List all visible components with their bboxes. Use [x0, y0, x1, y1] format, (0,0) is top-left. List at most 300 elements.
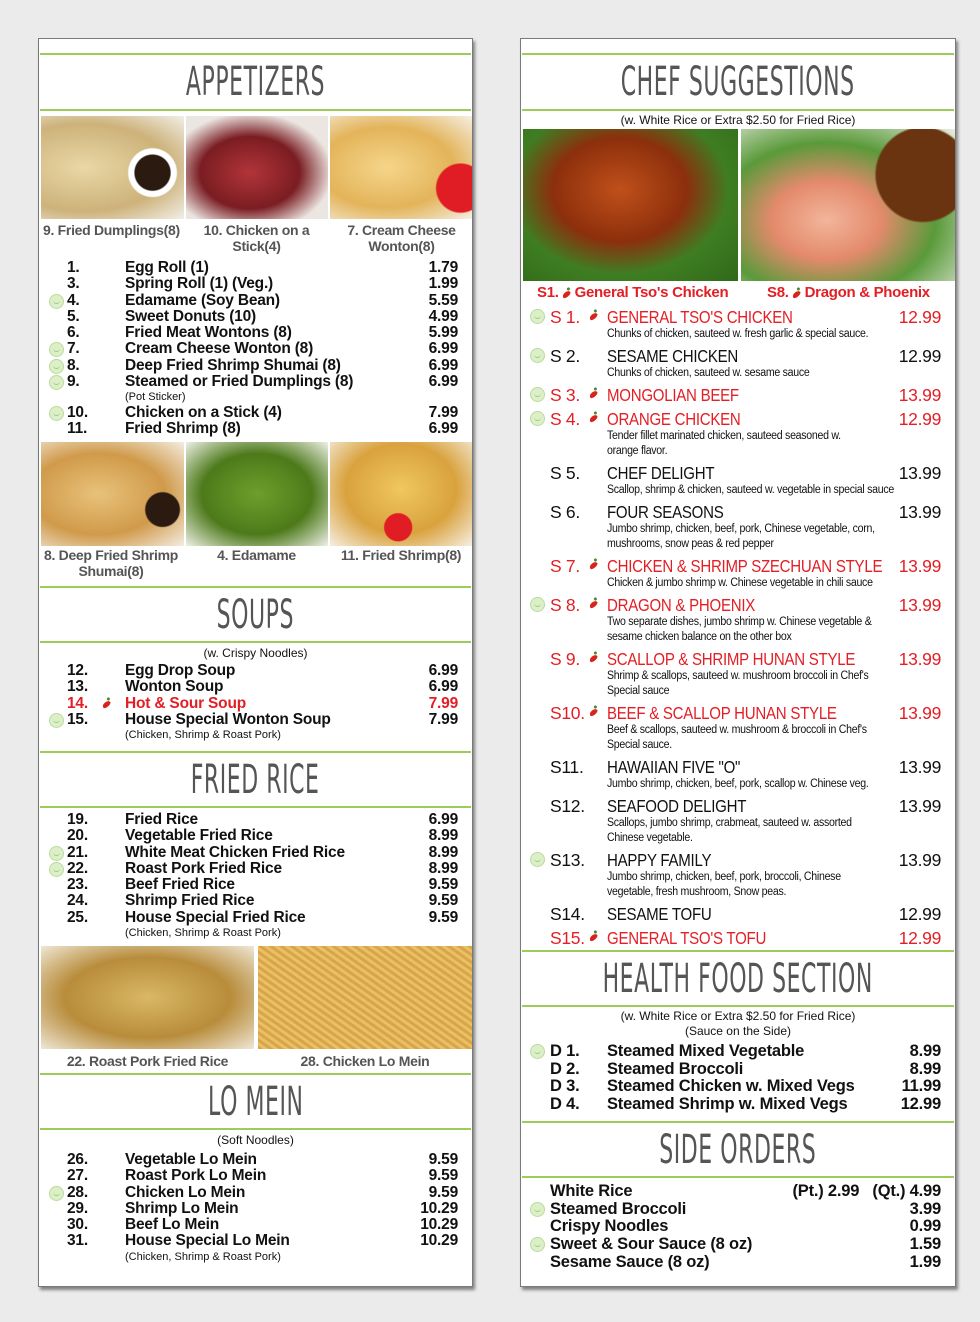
- cream-cheese-wonton-photo: [330, 116, 472, 219]
- menu-item: [39, 877, 472, 893]
- menu-item: [39, 1233, 472, 1249]
- menu-item: [521, 1236, 955, 1254]
- item-number: 24.: [67, 892, 88, 910]
- lo-mein-subtitle: (Soft Noodles): [217, 1133, 294, 1147]
- photo-caption: 22. Roast Pork Fried Rice: [66, 1053, 229, 1069]
- item-number: S14.: [550, 904, 585, 924]
- divider: [40, 586, 471, 588]
- item-price: 10.29: [420, 1199, 458, 1217]
- photo-caption: 28. Chicken Lo Mein: [300, 1053, 430, 1069]
- item-name: Fried Rice: [125, 811, 198, 828]
- item-number: 15.: [67, 710, 88, 728]
- item-name: SESAME CHICKEN: [607, 346, 739, 366]
- item-price: 6.99: [428, 420, 458, 438]
- item-price: 1.79: [428, 259, 458, 276]
- menu-item: [39, 405, 472, 421]
- menu-item: [39, 812, 472, 828]
- item-description: Jumbo shrimp, chicken, beef, pork, Chinese vegetable, corn,: [607, 523, 875, 535]
- item-note: (Pot Sticker): [125, 391, 186, 404]
- item-name: GENERAL TSO'S TOFU: [607, 928, 767, 948]
- item-price: 6.99: [428, 373, 458, 391]
- fried-shrimp-photo: [330, 442, 472, 546]
- item-name: FOUR SEASONS: [607, 502, 724, 522]
- item-description: Special sauce.: [607, 739, 672, 751]
- soups-title: SOUPS: [216, 592, 295, 638]
- appetizers-title: APPETIZERS: [185, 59, 326, 105]
- panda-face-icon: [49, 342, 64, 357]
- menu-item: [39, 663, 472, 679]
- item-description: Tender fillet marinated chicken, sauteed seasoned w.: [607, 430, 841, 442]
- item-number: 8.: [67, 356, 80, 374]
- item-name: Steamed Broccoli: [607, 1059, 744, 1078]
- divider: [40, 109, 471, 111]
- item-number: S13.: [550, 850, 585, 870]
- menu-item: [521, 796, 955, 846]
- item-price: 11.99: [901, 1077, 941, 1096]
- item-header: [521, 556, 955, 576]
- item-name: Steamed Mixed Vegetable: [607, 1042, 805, 1060]
- item-number: D 2.: [550, 1059, 580, 1078]
- item-header: [521, 595, 955, 615]
- item-description: Two separate dishes, jumbo shrimp w. Chinese vegetable &: [607, 616, 872, 628]
- item-number: D 1.: [550, 1042, 580, 1060]
- chili-pepper-icon: [588, 390, 598, 400]
- chicken-on-stick-photo: [186, 116, 328, 219]
- item-name: Spring Roll (1) (Veg.): [125, 275, 274, 293]
- menu-item: [39, 712, 472, 728]
- item-price: 13.99: [896, 385, 941, 405]
- item-number: 10.: [67, 403, 88, 421]
- item-number: S 5.: [550, 463, 580, 483]
- item-description: Chunks of chicken, sauteed w. fresh garlic & special sauce.: [607, 328, 869, 340]
- item-description: orange flavor.: [607, 445, 668, 457]
- side-orders-list: [521, 1183, 955, 1271]
- item-price: 1.59: [909, 1235, 941, 1254]
- menu-item: [39, 845, 472, 861]
- item-price: 12.99: [896, 928, 941, 948]
- menu-item: [521, 1043, 955, 1061]
- health-food-title: HEALTH FOOD SECTION: [602, 956, 874, 1002]
- panda-face-icon: [530, 1044, 545, 1059]
- item-header: [521, 346, 955, 366]
- menu-item: [521, 904, 955, 924]
- item-header: [521, 463, 955, 483]
- item-price: 8.99: [909, 1042, 941, 1060]
- item-header: [521, 757, 955, 777]
- item-name: Shrimp Fried Rice: [125, 892, 255, 910]
- item-price: 9.59: [428, 908, 458, 926]
- menu-item: [521, 649, 955, 699]
- menu-item: [39, 1201, 472, 1217]
- item-name: CHEF DELIGHT: [607, 463, 715, 483]
- item-name: Egg Drop Soup: [125, 662, 236, 679]
- chicken-lo-mein-photo: [258, 946, 472, 1049]
- item-name: Steamed Broccoli: [550, 1199, 687, 1218]
- item-number: 20.: [67, 827, 88, 845]
- item-note: (Chicken, Shrimp & Roast Pork): [125, 729, 281, 742]
- item-number: D 4.: [550, 1095, 580, 1114]
- item-price: 0.99: [909, 1217, 941, 1236]
- menu-item: [39, 260, 472, 276]
- menu-item: [521, 409, 955, 459]
- item-note: (Chicken, Shrimp & Roast Pork): [125, 927, 281, 940]
- health-subtitle-2: (Sauce on the Side): [684, 1024, 792, 1038]
- menu-item: [39, 1152, 472, 1168]
- item-name: House Special Fried Rice: [125, 908, 306, 926]
- item-price: 1.99: [428, 275, 458, 293]
- item-description: mushrooms, snow peas & red pepper: [607, 538, 774, 550]
- chili-pepper-icon: [588, 654, 598, 664]
- edamame-photo: [186, 442, 328, 546]
- item-description: Jumbo shrimp, chicken, beef, pork, scallop w. Chinese veg.: [607, 778, 869, 790]
- divider: [40, 641, 471, 643]
- menu-item: [521, 850, 955, 900]
- item-name: White Meat Chicken Fried Rice: [125, 843, 345, 861]
- item-price: 6.99: [428, 678, 458, 696]
- panda-face-icon: [49, 359, 64, 374]
- item-name: Wonton Soup: [125, 678, 224, 696]
- item-header: [521, 649, 955, 669]
- item-number: 1.: [67, 259, 80, 276]
- right-menu-panel: [520, 38, 956, 1287]
- item-name: Vegetable Fried Rice: [125, 827, 273, 845]
- item-name: Fried Shrimp (8): [125, 420, 241, 438]
- item-price: 13.99: [896, 850, 941, 870]
- chili-pepper-icon: [588, 561, 598, 571]
- menu-item: [521, 1061, 955, 1079]
- item-description: sesame chicken balance on the other box: [607, 631, 792, 643]
- appetizers-list: [39, 260, 472, 437]
- menu-item: [39, 341, 472, 357]
- item-price: 8.99: [428, 859, 458, 877]
- menu-item: [39, 374, 472, 390]
- item-number: 30.: [67, 1216, 88, 1234]
- item-price: 7.99: [428, 694, 458, 712]
- item-name: Beef Fried Rice: [125, 876, 235, 894]
- chili-pepper-icon: [588, 933, 598, 943]
- photo-caption-s8: S8. Dragon & Phoenix: [767, 284, 930, 301]
- panda-face-icon: [49, 713, 64, 728]
- panda-face-icon: [530, 387, 545, 402]
- general-tso-chicken-photo: [523, 129, 738, 281]
- menu-item: [521, 307, 955, 342]
- panda-face-icon: [49, 846, 64, 861]
- item-number: S 9.: [550, 649, 580, 669]
- menu-item: [39, 293, 472, 309]
- item-name: Vegetable Lo Mein: [125, 1151, 257, 1168]
- item-price: 3.99: [909, 1199, 941, 1218]
- item-description: Scallop, shrimp & chicken, sauteed w. vegetable in special sauce: [607, 484, 894, 496]
- item-name: HAPPY FAMILY: [607, 850, 712, 870]
- item-price: 8.99: [909, 1059, 941, 1078]
- item-description: Beef & scallops, sauteed w. mushroom & broccoli in Chef's: [607, 724, 867, 736]
- item-header: [521, 385, 955, 405]
- item-name: ORANGE CHICKEN: [607, 409, 741, 429]
- fried-dumplings-photo: [41, 116, 184, 219]
- divider: [40, 1128, 471, 1130]
- panda-face-icon: [530, 852, 545, 867]
- item-description: Chinese vegetable.: [607, 832, 693, 844]
- item-number: S12.: [550, 796, 585, 816]
- lo-mein-title: LO MEIN: [207, 1079, 304, 1125]
- item-price: 13.99: [896, 556, 941, 576]
- item-name: Egg Roll (1): [125, 259, 209, 276]
- item-price: 5.99: [428, 324, 458, 342]
- item-price: 12.99: [896, 346, 941, 366]
- panda-face-icon: [49, 862, 64, 877]
- menu-item: [521, 1254, 955, 1272]
- menu-item: [39, 276, 472, 292]
- menu-item: [39, 309, 472, 325]
- item-number: S 4.: [550, 409, 580, 429]
- menu-item: [39, 828, 472, 844]
- item-number: 11.: [67, 420, 88, 438]
- item-name: Hot & Sour Soup: [125, 694, 246, 712]
- side-orders-title: SIDE ORDERS: [659, 1127, 817, 1173]
- item-number: 25.: [67, 908, 88, 926]
- item-name: SESAME TOFU: [607, 904, 712, 924]
- panda-face-icon: [530, 411, 545, 426]
- menu-item: [521, 385, 955, 405]
- menu-item: [521, 928, 955, 948]
- chef-suggestions-list: [521, 307, 955, 952]
- photo-caption: 8. Deep Fried Shrimp Shumai(8): [43, 547, 179, 579]
- item-price: 13.99: [896, 595, 941, 615]
- item-price: 13.99: [896, 757, 941, 777]
- item-price: 4.99: [428, 307, 458, 325]
- fried-rice-list: [39, 812, 472, 941]
- item-description: Shrimp & scallops, sauteed w. mushroom broccoli in Chef's: [607, 670, 869, 682]
- item-header: [521, 703, 955, 723]
- menu-item: [521, 1218, 955, 1236]
- item-number: 7.: [67, 340, 80, 358]
- item-number: 5.: [67, 307, 80, 325]
- menu-item: [521, 502, 955, 552]
- item-number: S 3.: [550, 385, 580, 405]
- item-number: S 8.: [550, 595, 580, 615]
- chili-pepper-icon: [588, 708, 598, 718]
- item-name: SCALLOP & SHRIMP HUNAN STYLE: [607, 649, 856, 669]
- item-name: HAWAIIAN FIVE "O": [607, 757, 741, 777]
- item-header: [521, 850, 955, 870]
- item-price: 5.59: [428, 291, 458, 309]
- panda-face-icon: [49, 1186, 64, 1201]
- item-price: 12.99: [896, 307, 941, 327]
- item-number: 23.: [67, 876, 88, 894]
- menu-item: [521, 1096, 955, 1114]
- menu-item: [521, 1078, 955, 1096]
- item-name: House Special Lo Mein: [125, 1232, 290, 1250]
- item-name: CHICKEN & SHRIMP SZECHUAN STYLE: [607, 556, 883, 576]
- menu-item: [521, 595, 955, 645]
- menu-item: [39, 421, 472, 437]
- menu-item: [39, 1217, 472, 1233]
- dragon-phoenix-photo: [741, 129, 955, 281]
- item-name: House Special Wonton Soup: [125, 710, 331, 728]
- item-number: S10.: [550, 703, 585, 723]
- chili-pepper-icon: [791, 290, 801, 300]
- item-name: BEEF & SCALLOP HUNAN STYLE: [607, 703, 837, 723]
- item-header: [521, 928, 955, 948]
- chili-pepper-icon: [588, 312, 598, 322]
- item-price: 13.99: [896, 796, 941, 816]
- item-number: S 7.: [550, 556, 580, 576]
- item-name: White Rice: [550, 1182, 633, 1200]
- item-name: Chicken Lo Mein: [125, 1183, 246, 1201]
- panda-face-icon: [530, 309, 545, 324]
- divider: [40, 806, 471, 808]
- item-number: 28.: [67, 1183, 88, 1201]
- item-note: (Chicken, Shrimp & Roast Pork): [125, 1250, 281, 1263]
- chili-pepper-icon: [588, 600, 598, 610]
- menu-item: [39, 893, 472, 909]
- item-number: S 6.: [550, 502, 580, 522]
- item-number: S 1.: [550, 307, 580, 327]
- menu-item: [521, 463, 955, 498]
- item-name: Steamed Shrimp w. Mixed Vegs: [607, 1095, 848, 1114]
- menu-item: [39, 910, 472, 926]
- item-number: S15.: [550, 928, 585, 948]
- divider: [40, 53, 471, 55]
- item-price: 9.59: [428, 1151, 458, 1168]
- menu-item: [39, 1185, 472, 1201]
- left-menu-panel: [38, 38, 473, 1287]
- item-header: [521, 796, 955, 816]
- item-price: 13.99: [896, 649, 941, 669]
- item-description: Chicken & jumbo shrimp w. Chinese vegetable in chili sauce: [607, 577, 873, 589]
- item-number: 12.: [67, 662, 88, 679]
- item-price: 6.99: [428, 340, 458, 358]
- item-number: S11.: [550, 757, 584, 777]
- panda-face-icon: [49, 294, 64, 309]
- item-price: 6.99: [428, 662, 458, 679]
- item-name: Sweet & Sour Sauce (8 oz): [550, 1235, 753, 1254]
- photo-caption: 10. Chicken on a Stick(4): [203, 222, 310, 254]
- item-price: 9.59: [428, 892, 458, 910]
- chef-suggestions-title: CHEF SUGGESTIONS: [621, 59, 855, 105]
- chili-pepper-icon: [101, 699, 111, 709]
- divider: [40, 1073, 471, 1075]
- item-price: 1.99: [909, 1252, 941, 1271]
- item-name: Chicken on a Stick (4): [125, 403, 282, 421]
- item-price: 10.29: [420, 1232, 458, 1250]
- soups-subtitle: (w. Crispy Noodles): [203, 646, 308, 660]
- menu-item: [521, 1201, 955, 1219]
- item-name: Steamed Chicken w. Mixed Vegs: [607, 1077, 855, 1096]
- panda-face-icon: [530, 348, 545, 363]
- panda-face-icon: [530, 597, 545, 612]
- item-price: 7.99: [428, 710, 458, 728]
- divider: [522, 1176, 954, 1178]
- item-number: 27.: [67, 1167, 88, 1185]
- divider: [522, 1121, 954, 1123]
- photo-caption-s1: S1. General Tso's Chicken: [537, 284, 729, 301]
- panda-face-icon: [49, 406, 64, 421]
- fried-rice-title: FRIED RICE: [191, 757, 320, 803]
- menu-item: [521, 757, 955, 792]
- menu-item: [521, 703, 955, 753]
- item-price: 12.99: [900, 1095, 941, 1114]
- item-number: 9.: [67, 373, 80, 391]
- item-description: Scallops, jumbo shrimp, crabmeat, sauteed w. assorted: [607, 817, 852, 829]
- item-price: (Pt.) 2.99 (Qt.) 4.99: [792, 1182, 941, 1200]
- shrimp-shumai-photo: [41, 442, 184, 546]
- item-price: 13.99: [896, 703, 941, 723]
- item-name: Roast Pork Lo Mein: [125, 1167, 267, 1185]
- photo-caption: 4. Edamame: [217, 547, 296, 563]
- health-food-list: [521, 1043, 955, 1114]
- item-price: 9.59: [428, 876, 458, 894]
- item-number: 3.: [67, 275, 80, 293]
- item-price: 9.59: [428, 1183, 458, 1201]
- item-name: Crispy Noodles: [550, 1217, 669, 1236]
- chili-pepper-icon: [588, 414, 598, 424]
- item-name: Sweet Donuts (10): [125, 307, 256, 325]
- item-name: GENERAL TSO'S CHICKEN: [607, 307, 793, 327]
- item-name: SEAFOOD DELIGHT: [607, 796, 747, 816]
- item-number: 21.: [67, 843, 88, 861]
- divider: [522, 1005, 954, 1007]
- item-header: [521, 307, 955, 327]
- item-price: 7.99: [428, 403, 458, 421]
- item-price: 12.99: [896, 904, 941, 924]
- item-header: [521, 409, 955, 429]
- item-number: 13.: [67, 678, 88, 696]
- item-price: 13.99: [896, 502, 941, 522]
- item-number: 14.: [67, 694, 88, 712]
- health-subtitle: (w. White Rice or Extra $2.50 for Fried Rice): [620, 1009, 856, 1023]
- item-number: 31.: [67, 1232, 88, 1250]
- item-name: DRAGON & PHOENIX: [607, 595, 756, 615]
- item-header: [521, 904, 955, 924]
- menu-item: [39, 1168, 472, 1184]
- item-name: Fried Meat Wontons (8): [125, 324, 292, 342]
- item-description: vegetable, fresh mushroom, Snow peas.: [607, 886, 787, 898]
- item-price: 13.99: [896, 463, 941, 483]
- photo-caption: 7. Cream Cheese Wonton(8): [347, 222, 456, 254]
- menu-item: [521, 1183, 955, 1201]
- item-price: 12.99: [896, 409, 941, 429]
- item-price: 10.29: [420, 1216, 458, 1234]
- item-name: MONGOLIAN BEEF: [607, 385, 739, 405]
- lo-mein-list: [39, 1152, 472, 1264]
- item-description: Jumbo shrimp, chicken, beef, pork, broccoli, Chinese: [607, 871, 841, 883]
- item-description: Chunks of chicken, sauteed w. sesame sauce: [607, 367, 810, 379]
- menu-item: [521, 556, 955, 591]
- item-number: 6.: [67, 324, 80, 342]
- item-number: 26.: [67, 1151, 88, 1168]
- menu-item: [521, 346, 955, 381]
- item-price: 6.99: [428, 356, 458, 374]
- photo-caption: 9. Fried Dumplings(8): [43, 222, 180, 238]
- item-name: Cream Cheese Wonton (8): [125, 340, 314, 358]
- divider: [522, 53, 954, 55]
- item-name: Steamed or Fried Dumplings (8): [125, 373, 354, 391]
- menu-item: [39, 679, 472, 695]
- item-name: Sesame Sauce (8 oz): [550, 1252, 710, 1271]
- photo-caption: 11. Fried Shrimp(8): [340, 547, 462, 563]
- menu-item: [39, 861, 472, 877]
- panda-face-icon: [530, 1202, 545, 1217]
- item-price: 8.99: [428, 843, 458, 861]
- chili-pepper-icon: [561, 290, 571, 300]
- divider: [40, 751, 471, 753]
- item-number: 4.: [67, 291, 80, 309]
- menu-item: [39, 696, 472, 712]
- item-name: Deep Fried Shrimp Shumai (8): [125, 356, 341, 374]
- item-number: 19.: [67, 811, 88, 828]
- item-number: 22.: [67, 859, 88, 877]
